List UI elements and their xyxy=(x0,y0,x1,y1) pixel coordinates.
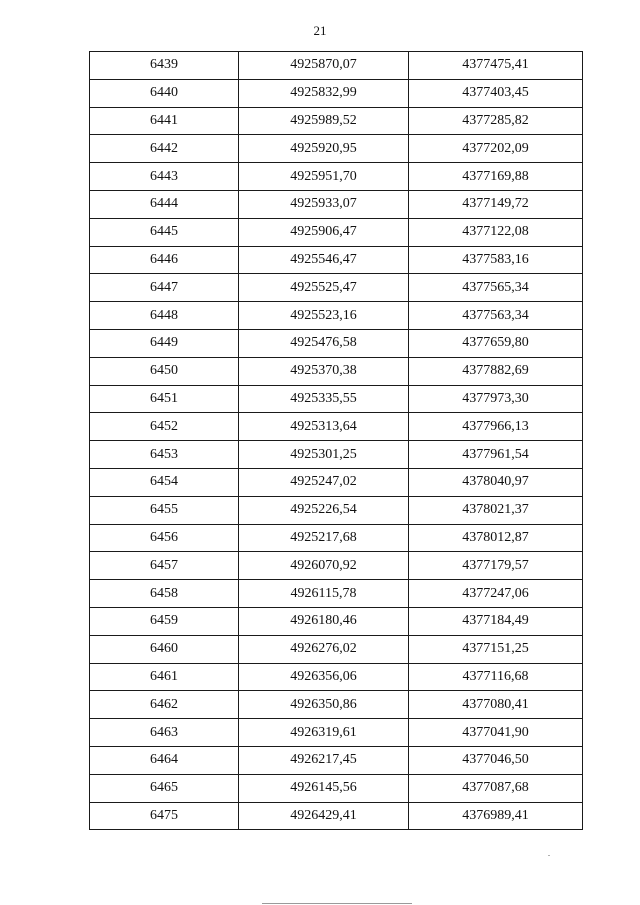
table-row xyxy=(90,302,583,330)
table-row xyxy=(90,774,583,802)
point-number-cell: 6439 xyxy=(90,52,239,80)
x-coordinate-cell: 4925335,55 xyxy=(239,385,409,413)
point-number-cell: 6462 xyxy=(90,691,239,719)
x-coordinate-cell: 4925832,99 xyxy=(239,79,409,107)
x-coordinate-cell: 4925920,95 xyxy=(239,135,409,163)
table-row xyxy=(90,607,583,635)
table-row xyxy=(90,441,583,469)
table-row xyxy=(90,135,583,163)
table-row xyxy=(90,274,583,302)
x-coordinate-cell: 4925313,64 xyxy=(239,413,409,441)
y-coordinate-cell: 4377583,16 xyxy=(409,246,583,274)
point-number-cell: 6448 xyxy=(90,302,239,330)
x-coordinate-cell: 4926217,45 xyxy=(239,746,409,774)
x-coordinate-cell: 4926350,86 xyxy=(239,691,409,719)
x-coordinate-cell: 4925370,38 xyxy=(239,357,409,385)
point-number-cell: 6440 xyxy=(90,79,239,107)
table-row xyxy=(90,635,583,663)
y-coordinate-cell: 4377882,69 xyxy=(409,357,583,385)
point-number-cell: 6452 xyxy=(90,413,239,441)
coordinates-table-body xyxy=(90,52,583,830)
x-coordinate-cell: 4925247,02 xyxy=(239,468,409,496)
y-coordinate-cell: 4376989,41 xyxy=(409,802,583,830)
y-coordinate-cell: 4377080,41 xyxy=(409,691,583,719)
point-number-cell: 6458 xyxy=(90,580,239,608)
x-coordinate-cell: 4926180,46 xyxy=(239,607,409,635)
table-row xyxy=(90,107,583,135)
table-row xyxy=(90,524,583,552)
x-coordinate-cell: 4925933,07 xyxy=(239,190,409,218)
x-coordinate-cell: 4925546,47 xyxy=(239,246,409,274)
x-coordinate-cell: 4926145,56 xyxy=(239,774,409,802)
x-coordinate-cell: 4926070,92 xyxy=(239,552,409,580)
point-number-cell: 6446 xyxy=(90,246,239,274)
point-number-cell: 6464 xyxy=(90,746,239,774)
table-row xyxy=(90,218,583,246)
coordinates-table xyxy=(89,51,583,830)
point-number-cell: 6441 xyxy=(90,107,239,135)
x-coordinate-cell: 4925226,54 xyxy=(239,496,409,524)
point-number-cell: 6449 xyxy=(90,329,239,357)
point-number-cell: 6443 xyxy=(90,163,239,191)
y-coordinate-cell: 4377122,08 xyxy=(409,218,583,246)
x-coordinate-cell: 4925476,58 xyxy=(239,329,409,357)
y-coordinate-cell: 4377046,50 xyxy=(409,746,583,774)
y-coordinate-cell: 4377087,68 xyxy=(409,774,583,802)
table-row xyxy=(90,52,583,80)
point-number-cell: 6475 xyxy=(90,802,239,830)
point-number-cell: 6461 xyxy=(90,663,239,691)
table-row xyxy=(90,79,583,107)
point-number-cell: 6445 xyxy=(90,218,239,246)
table-row xyxy=(90,802,583,830)
point-number-cell: 6456 xyxy=(90,524,239,552)
y-coordinate-cell: 4377966,13 xyxy=(409,413,583,441)
table-row xyxy=(90,413,583,441)
x-coordinate-cell: 4925525,47 xyxy=(239,274,409,302)
x-coordinate-cell: 4925217,68 xyxy=(239,524,409,552)
table-row xyxy=(90,580,583,608)
table-row xyxy=(90,746,583,774)
point-number-cell: 6451 xyxy=(90,385,239,413)
table-row xyxy=(90,385,583,413)
point-number-cell: 6447 xyxy=(90,274,239,302)
page-number: 21 xyxy=(313,23,327,38)
table-row xyxy=(90,190,583,218)
y-coordinate-cell: 4377659,80 xyxy=(409,329,583,357)
y-coordinate-cell: 4378040,97 xyxy=(409,468,583,496)
point-number-cell: 6453 xyxy=(90,441,239,469)
x-coordinate-cell: 4926276,02 xyxy=(239,635,409,663)
y-coordinate-cell: 4377565,34 xyxy=(409,274,583,302)
y-coordinate-cell: 4377149,72 xyxy=(409,190,583,218)
table-row xyxy=(90,246,583,274)
y-coordinate-cell: 4378021,37 xyxy=(409,496,583,524)
table-row xyxy=(90,552,583,580)
x-coordinate-cell: 4925951,70 xyxy=(239,163,409,191)
x-coordinate-cell: 4925989,52 xyxy=(239,107,409,135)
x-coordinate-cell: 4925870,07 xyxy=(239,52,409,80)
x-coordinate-cell: 4926429,41 xyxy=(239,802,409,830)
y-coordinate-cell: 4377202,09 xyxy=(409,135,583,163)
x-coordinate-cell: 4926115,78 xyxy=(239,580,409,608)
y-coordinate-cell: 4377973,30 xyxy=(409,385,583,413)
point-number-cell: 6463 xyxy=(90,719,239,747)
x-coordinate-cell: 4926319,61 xyxy=(239,719,409,747)
scan-edge-line xyxy=(262,903,412,904)
point-number-cell: 6454 xyxy=(90,468,239,496)
table-row xyxy=(90,357,583,385)
y-coordinate-cell: 4377041,90 xyxy=(409,719,583,747)
x-coordinate-cell: 4925523,16 xyxy=(239,302,409,330)
table-row xyxy=(90,468,583,496)
point-number-cell: 6459 xyxy=(90,607,239,635)
x-coordinate-cell: 4926356,06 xyxy=(239,663,409,691)
y-coordinate-cell: 4378012,87 xyxy=(409,524,583,552)
table-row xyxy=(90,663,583,691)
y-coordinate-cell: 4377475,41 xyxy=(409,52,583,80)
table-row xyxy=(90,163,583,191)
y-coordinate-cell: 4377179,57 xyxy=(409,552,583,580)
point-number-cell: 6450 xyxy=(90,357,239,385)
point-number-cell: 6455 xyxy=(90,496,239,524)
point-number-cell: 6444 xyxy=(90,190,239,218)
scan-speck xyxy=(548,855,550,856)
y-coordinate-cell: 4377169,88 xyxy=(409,163,583,191)
point-number-cell: 6460 xyxy=(90,635,239,663)
point-number-cell: 6457 xyxy=(90,552,239,580)
table-row xyxy=(90,329,583,357)
y-coordinate-cell: 4377151,25 xyxy=(409,635,583,663)
x-coordinate-cell: 4925301,25 xyxy=(239,441,409,469)
y-coordinate-cell: 4377285,82 xyxy=(409,107,583,135)
point-number-cell: 6442 xyxy=(90,135,239,163)
y-coordinate-cell: 4377116,68 xyxy=(409,663,583,691)
point-number-cell: 6465 xyxy=(90,774,239,802)
table-row xyxy=(90,496,583,524)
y-coordinate-cell: 4377247,06 xyxy=(409,580,583,608)
table-row xyxy=(90,719,583,747)
y-coordinate-cell: 4377184,49 xyxy=(409,607,583,635)
table-row xyxy=(90,691,583,719)
y-coordinate-cell: 4377403,45 xyxy=(409,79,583,107)
y-coordinate-cell: 4377563,34 xyxy=(409,302,583,330)
x-coordinate-cell: 4925906,47 xyxy=(239,218,409,246)
y-coordinate-cell: 4377961,54 xyxy=(409,441,583,469)
